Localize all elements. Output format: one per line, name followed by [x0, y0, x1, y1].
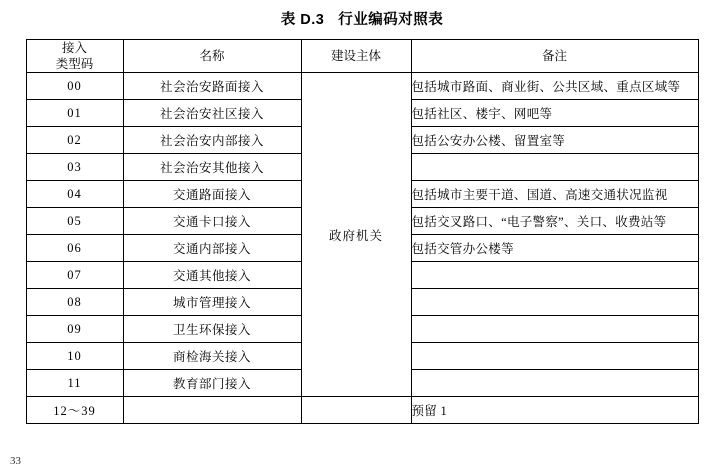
header-remark: 备注 [411, 40, 698, 73]
page-number: 33 [10, 455, 21, 467]
cell-remark: 包括社区、楼宇、网吧等 [411, 100, 698, 127]
cell-name: 商检海关接入 [123, 343, 301, 370]
cell-code: 12～39 [26, 397, 123, 424]
cell-code: 00 [26, 73, 123, 100]
cell-remark [411, 289, 698, 316]
cell-remark: 包括城市主要干道、国道、高速交通状况监视 [411, 181, 698, 208]
cell-code: 10 [26, 343, 123, 370]
cell-name: 社会治安其他接入 [123, 154, 301, 181]
cell-name: 交通路面接入 [123, 181, 301, 208]
cell-remark: 预留 1 [411, 397, 698, 424]
header-access-type-code-line2: 类型码 [55, 57, 94, 71]
cell-name [123, 397, 301, 424]
cell-code: 09 [26, 316, 123, 343]
cell-code: 05 [26, 208, 123, 235]
cell-name: 城市管理接入 [123, 289, 301, 316]
table-caption-title: 行业编码对照表 [338, 12, 444, 28]
cell-code: 02 [26, 127, 123, 154]
cell-name: 社会治安社区接入 [123, 100, 301, 127]
header-access-type-code-line1: 接入 [61, 41, 87, 55]
cell-name: 教育部门接入 [123, 370, 301, 397]
table-caption [0, 0, 724, 39]
table-caption-number: 表 D.3 [280, 12, 325, 28]
cell-name: 交通卡口接入 [123, 208, 301, 235]
cell-name: 卫生环保接入 [123, 316, 301, 343]
cell-remark: 包括公安办公楼、留置室等 [411, 127, 698, 154]
cell-remark: 包括交管办公楼等 [411, 235, 698, 262]
cell-construction-subject [301, 397, 411, 424]
cell-code: 06 [26, 235, 123, 262]
cell-remark [411, 316, 698, 343]
cell-code: 11 [26, 370, 123, 397]
table-body [26, 73, 698, 424]
cell-name: 交通其他接入 [123, 262, 301, 289]
cell-remark [411, 370, 698, 397]
table-row [26, 397, 698, 424]
cell-remark: 包括交叉路口、“电子警察”、关口、收费站等 [411, 208, 698, 235]
table-header-row [26, 40, 698, 73]
cell-name: 社会治安路面接入 [123, 73, 301, 100]
cell-remark: 包括城市路面、商业街、公共区域、重点区域等 [411, 73, 698, 100]
cell-remark [411, 343, 698, 370]
cell-code: 03 [26, 154, 123, 181]
cell-code: 01 [26, 100, 123, 127]
header-name: 名称 [123, 40, 301, 73]
cell-code: 08 [26, 289, 123, 316]
header-construction-subject: 建设主体 [301, 40, 411, 73]
cell-remark [411, 154, 698, 181]
table-row [26, 73, 698, 100]
cell-code: 07 [26, 262, 123, 289]
cell-remark [411, 262, 698, 289]
header-access-type-code [26, 40, 123, 73]
cell-name: 社会治安内部接入 [123, 127, 301, 154]
cell-construction-subject: 政府机关 [301, 73, 411, 397]
cell-name: 交通内部接入 [123, 235, 301, 262]
industry-code-table [26, 39, 699, 424]
cell-code: 04 [26, 181, 123, 208]
